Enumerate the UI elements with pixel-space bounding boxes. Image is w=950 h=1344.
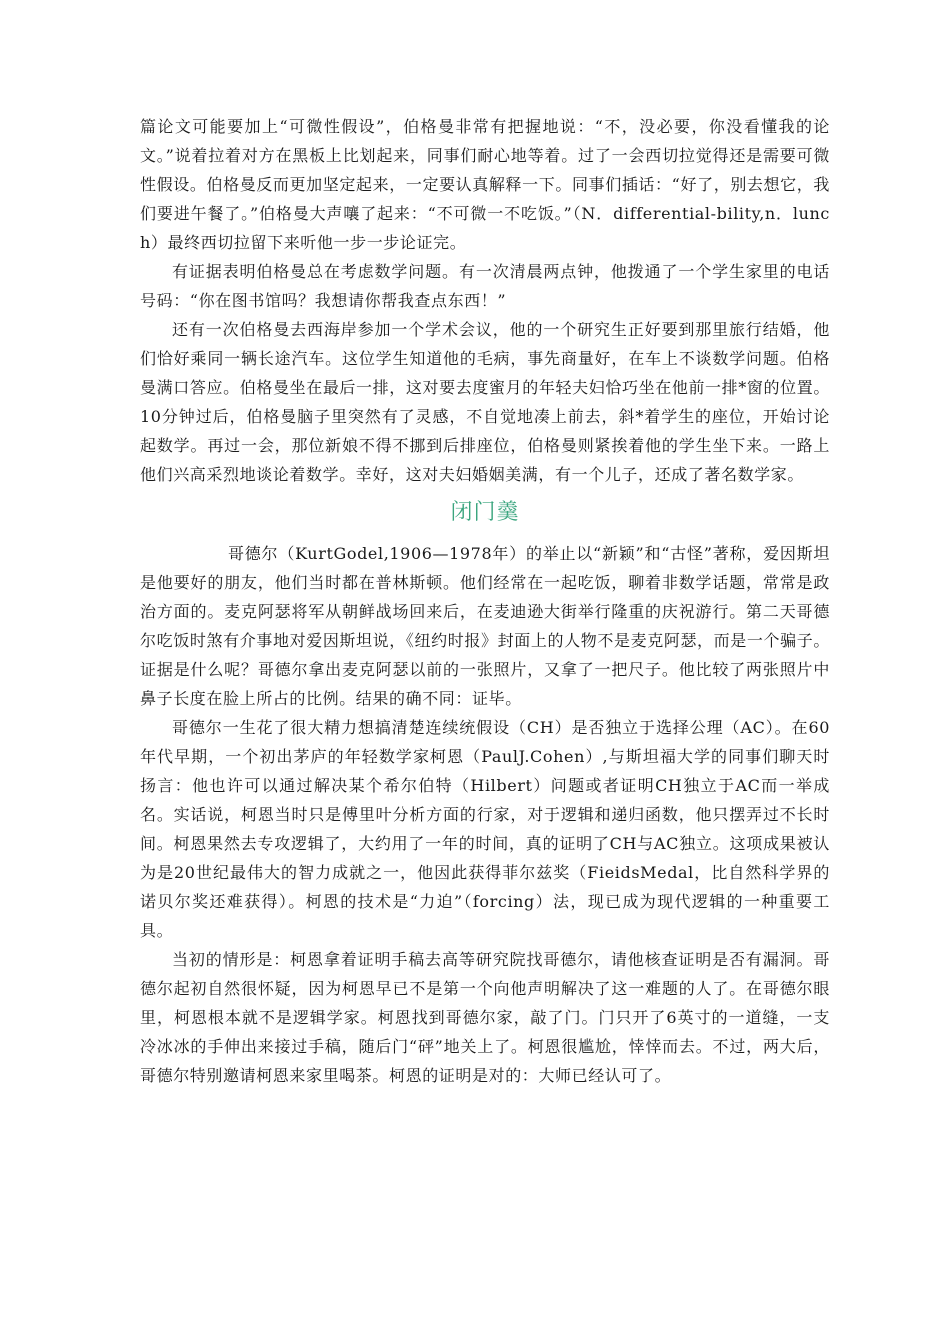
paragraph-godel-ch: 哥德尔一生花了很大精力想搞清楚连续统假设（CH）是否独立于选择公理（AC）。在60年代早期，一个初出茅庐的年轻数学家柯恩（PaulJ.Cohen）,与斯坦福大学的同事们聊天时扬言：他也许可以通过解决某个希尔伯特（Hilbert）问题或者证明CH独立于AC而一举成名。实话说，柯恩当时只是傅里叶分析方面的行家，对于逻辑和递归函数，他只摆弄过不长时间。柯恩果然去专攻逻辑了，大约用了一年的时间，真的证明了CH与AC独立。这项成果被认为是20世纪最伟大的智力成就之一，他因此获得菲尔兹奖（FieidsMedal，比自然科学界的诺贝尔奖还难获得）。柯恩的技术是“力迫”（forcing）法，现已成为现代逻辑的一种重要工具。 [140,718,830,940]
paragraph-godel-cohen: 当初的情形是：柯恩拿着证明手稿去高等研究院找哥德尔，请他核查证明是否有漏洞。哥德尔起初自然很怀疑，因为柯恩早已不是第一个向他声明解决了这一难题的人了。在哥德尔眼里，柯恩根本就不是逻辑学家。柯恩找到哥德尔家，敲了门。门只开了6英寸的一道缝，一支冷冰冰的手伸出来接过手稿，随后门“砰”地关上了。柯恩很尴尬，悻悻而去。不过，两大后，哥德尔特别邀请柯恩来家里喝茶。柯恩的证明是对的：大师已经认可了。 [140,950,830,1085]
document-page [140,112,830,1090]
paragraph-bergman-bus: 还有一次伯格曼去西海岸参加一个学术会议，他的一个研究生正好要到那里旅行结婚，他们恰好乘同一辆长途汽车。这位学生知道他的毛病，事先商量好，在车上不谈数学问题。伯格曼满口答应。伯格曼坐在最后一排，这对要去度蜜月的年轻夫妇恰巧坐在他前一排*窗的位置。10分钟过后，伯格曼脑子里突然有了灵感，不自觉地凑上前去，斜*着学生的座位，开始讨论起数学。再过一会，那位新娘不得不挪到后排座位，伯格曼则紧挨着他的学生坐下来。一路上他们兴高采烈地谈论着数学。幸好，这对夫妇婚姻美满，有一个儿子，还成了著名数学家。 [140,320,830,484]
paragraph-godel-intro: 哥德尔（KurtGodel,1906—1978年）的举止以“新颖”和“古怪”著称，爱因斯坦是他要好的朋友，他们当时都在普林斯顿。他们经常在一起吃饭，聊着非数学话题，常常是政治方面的。麦克阿瑟将军从朝鲜战场回来后，在麦迪逊大街举行隆重的庆祝游行。第二天哥德尔吃饭时煞有介事地对爱因斯坦说，《纽约时报》封面上的人物不是麦克阿瑟，而是一个骗子。证据是什么呢？哥德尔拿出麦克阿瑟以前的一张照片，又拿了一把尺子。他比较了两张照片中鼻子长度在脸上所占的比例。结果的确不同：证毕。 [140,544,830,708]
section-title: 闭门羹 [450,500,520,525]
paragraph-bergman-phone: 有证据表明伯格曼总在考虑数学问题。有一次清晨两点钟，他拨通了一个学生家里的电话号码：“你在图书馆吗？我想请你帮我查点东西！” [140,262,830,310]
paragraph-bergman-continued: 篇论文可能要加上“可微性假设”，伯格曼非常有把握地说：“不，没必要，你没看懂我的论文。”说着拉着对方在黑板上比划起来，同事们耐心地等着。过了一会西切拉觉得还是需要可微性假设。伯格曼反而更加坚定起来，一定要认真解释一下。同事们插话：“好了，别去想它，我们要进午餐了。”伯格曼大声嚷了起来：“不可微一不吃饭。”（N．differential-bility,n．lunch）最终西切拉留下来听他一步一步论证完。 [140,117,830,252]
